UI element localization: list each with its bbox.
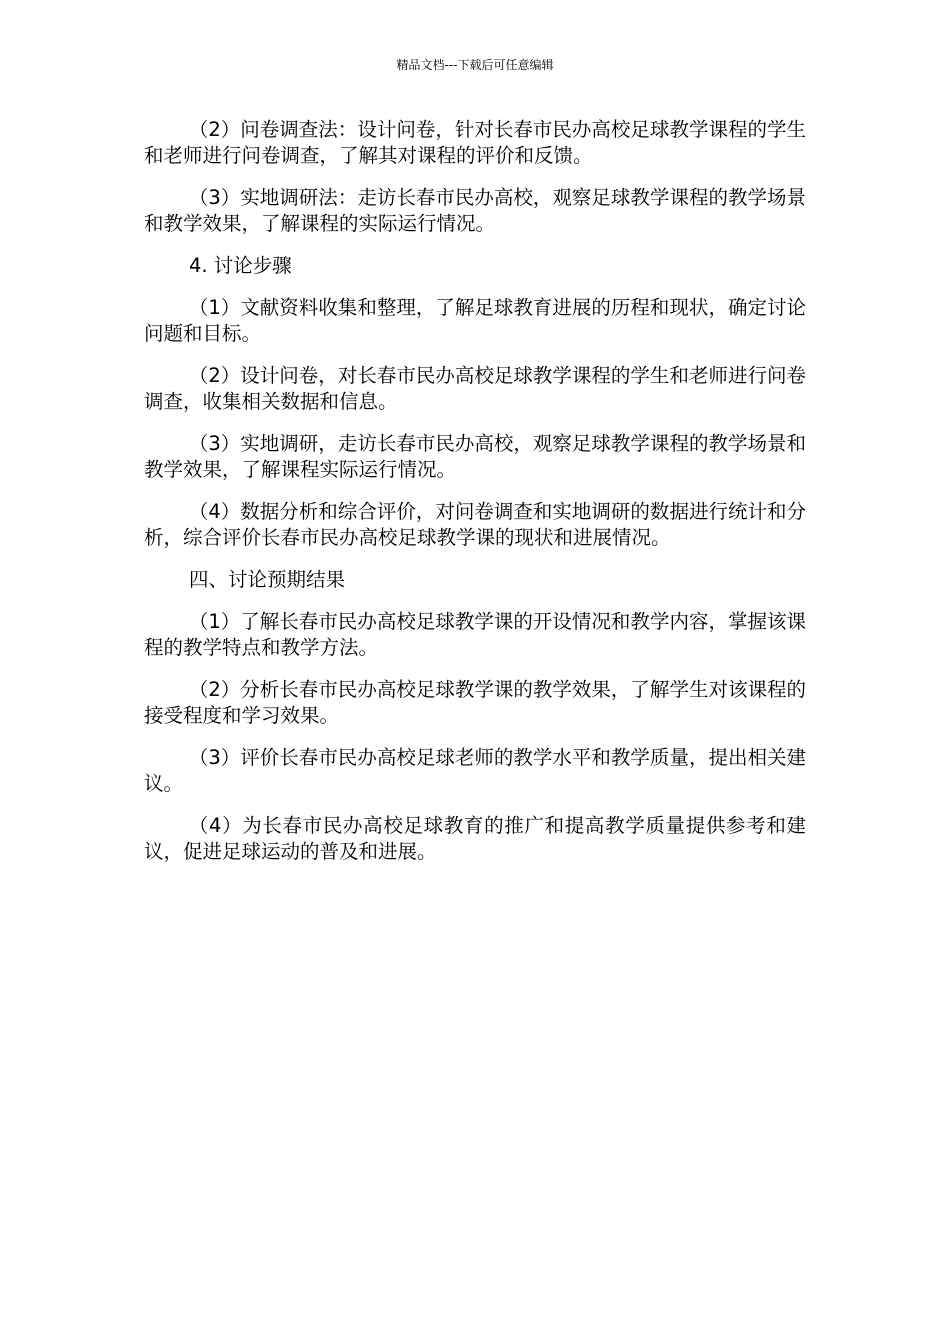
page-header: 精品文档---下载后可任意编辑 [396,58,554,72]
document-body [144,117,806,881]
section-heading-research-steps: 4. 讨论步骤 [189,254,292,277]
section-heading-expected-results: 四、讨论预期结果 [189,568,346,591]
paragraph-step-1: （1）文献资料收集和整理，了解足球教育进展的历程和现状，确定讨论问题和目标。 [144,296,806,345]
paragraph-result-1: （1）了解长春市民办高校足球教学课的开设情况和教学内容，掌握该课程的教学特点和教学方法。 [144,610,806,659]
paragraph-result-2: （2）分析长春市民办高校足球教学课的教学效果，了解学生对该课程的接受程度和学习效果。 [144,678,806,727]
paragraph-questionnaire-method: （2）问卷调查法：设计问卷，针对长春市民办高校足球教学课程的学生和老师进行问卷调查，了解其对课程的评价和反馈。 [144,118,806,167]
paragraph-result-3: （3）评价长春市民办高校足球老师的教学水平和教学质量，提出相关建议。 [144,746,806,795]
paragraph-field-research-method: （3）实地调研法：走访长春市民办高校，观察足球教学课程的教学场景和教学效果，了解课程的实际运行情况。 [144,186,806,235]
paragraph-step-4: （4）数据分析和综合评价，对问卷调查和实地调研的数据进行统计和分析，综合评价长春市民办高校足球教学课的现状和进展情况。 [144,500,806,549]
paragraph-result-4: （4）为长春市民办高校足球教育的推广和提高教学质量提供参考和建议，促进足球运动的普及和进展。 [144,814,806,863]
paragraph-step-3: （3）实地调研，走访长春市民办高校，观察足球教学课程的教学场景和教学效果，了解课程实际运行情况。 [144,432,806,481]
paragraph-step-2: （2）设计问卷，对长春市民办高校足球教学课程的学生和老师进行问卷调查，收集相关数据和信息。 [144,364,806,413]
